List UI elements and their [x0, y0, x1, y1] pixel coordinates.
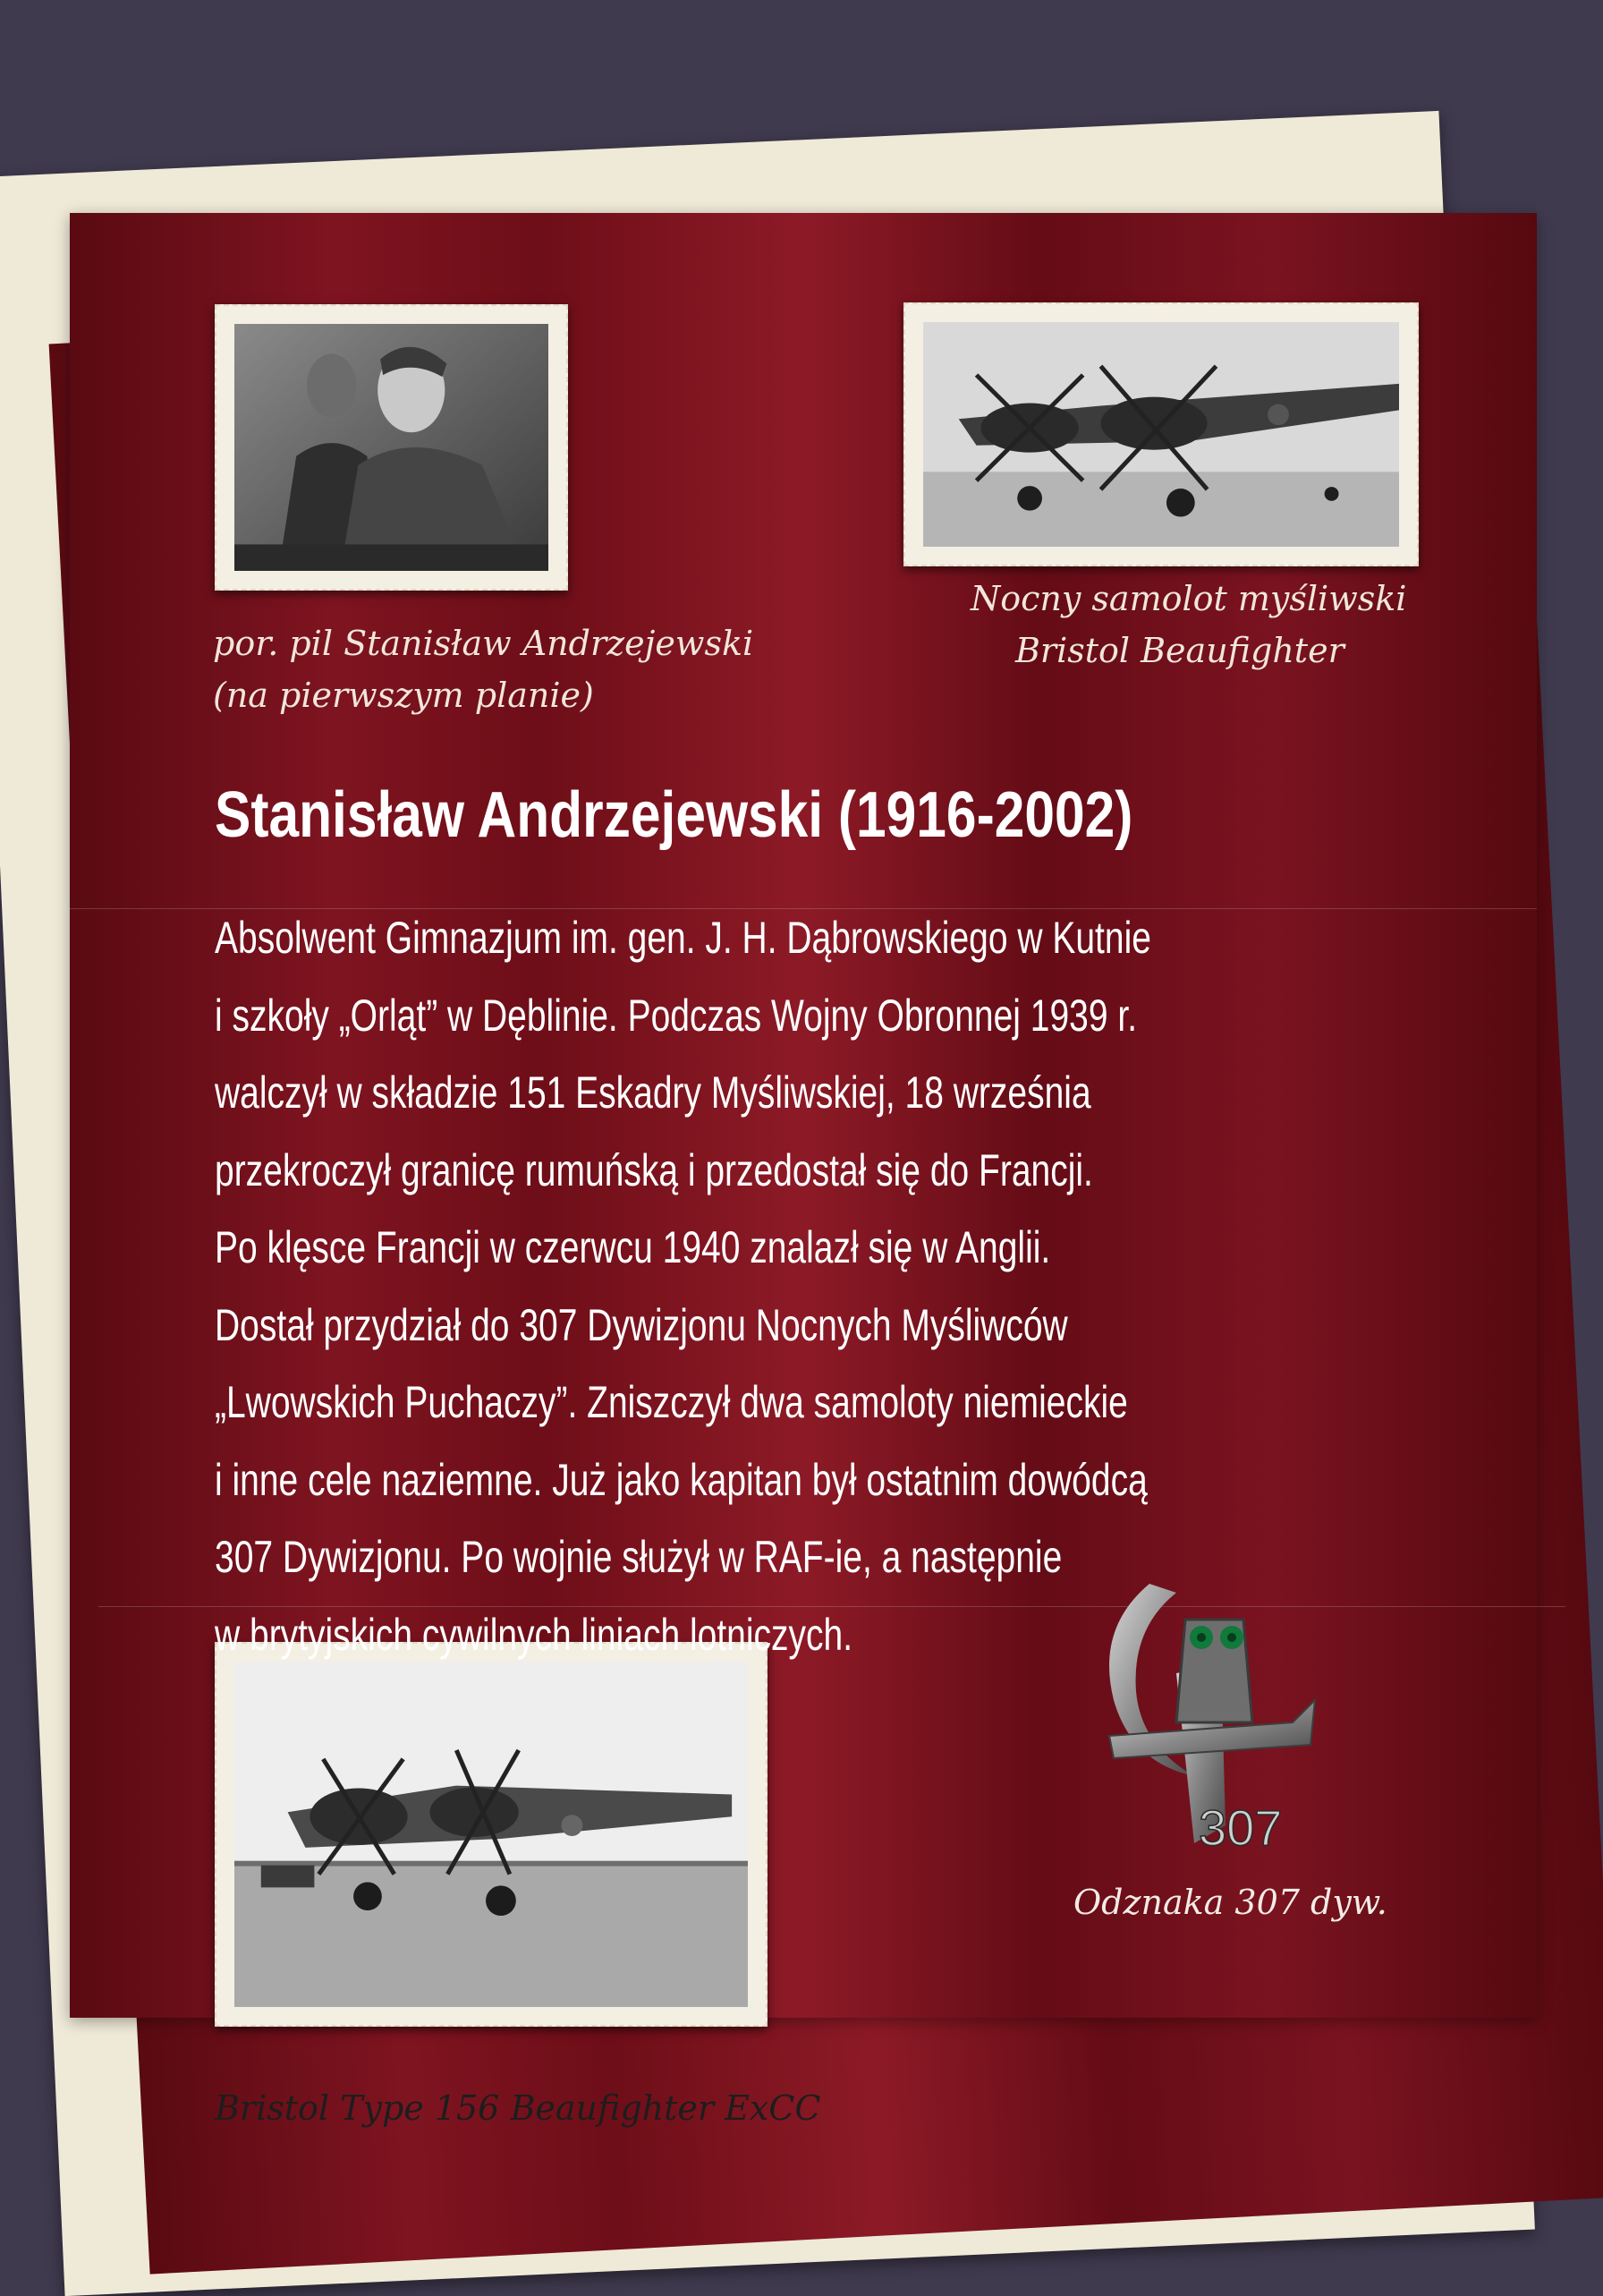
caption-night-fighter-line-1: Nocny samolot myśliwski	[971, 579, 1407, 618]
bio-line: i inne cele naziemne. Już jako kapitan był ostatnim dowódcą	[215, 1454, 1148, 1505]
night-fighter-image	[923, 322, 1399, 547]
bio-line: w brytyjskich cywilnych liniach lotniczych.	[215, 1609, 853, 1660]
portrait-image	[234, 324, 548, 571]
caption-night-fighter	[971, 573, 1406, 676]
caption-night-fighter-line-2: Bristol Beaufighter	[1015, 631, 1344, 670]
caption-badge-line: Odznaka 307 dyw.	[1073, 1883, 1387, 1922]
caption-badge	[1073, 1876, 1387, 1928]
bio-line: 307 Dywizjonu. Po wojnie służył w RAF-ie, a następnie	[215, 1532, 1063, 1582]
bio-line: przekroczył granicę rumuńską i przedostał się do Francji.	[215, 1144, 1093, 1195]
bio-line: i szkoły „Orląt” w Dęblinie. Podczas Wojny Obronnej 1939 r.	[215, 990, 1138, 1041]
caption-portrait	[213, 617, 753, 721]
bio-line: „Lwowskich Puchaczy”. Zniszczył dwa samoloty niemieckie	[215, 1377, 1128, 1427]
caption-bristol-type-156	[215, 2082, 820, 2134]
page-title: Stanisław Andrzejewski (1916-2002)	[215, 779, 1133, 851]
bio-line: walczył w składzie 151 Eskadry Myśliwskiej, 18 września	[215, 1067, 1091, 1118]
caption-portrait-line-1: por. pil Stanisław Andrzejewski	[213, 624, 754, 663]
photo-night-fighter	[903, 302, 1419, 566]
photo-bristol-type-156	[215, 1642, 768, 2027]
bio-line: Absolwent Gimnazjum im. gen. J. H. Dąbrowskiego w Kutnie	[215, 913, 1151, 963]
caption-bristol-line: Bristol Type 156 Beaufighter ExCC	[215, 2088, 821, 2128]
caption-portrait-line-2: (na pierwszym planie)	[213, 676, 594, 715]
badge-number: 307	[1199, 1799, 1283, 1856]
biography-text	[215, 899, 1296, 1673]
photo-portrait	[215, 304, 568, 591]
bio-line: Po klęsce Francji w czerwcu 1940 znalazł się w Anglii.	[215, 1222, 1051, 1272]
bio-line: Dostał przydział do 307 Dywizjonu Nocnych Myśliwców	[215, 1299, 1068, 1350]
bristol-type-156-image	[234, 1662, 748, 2007]
